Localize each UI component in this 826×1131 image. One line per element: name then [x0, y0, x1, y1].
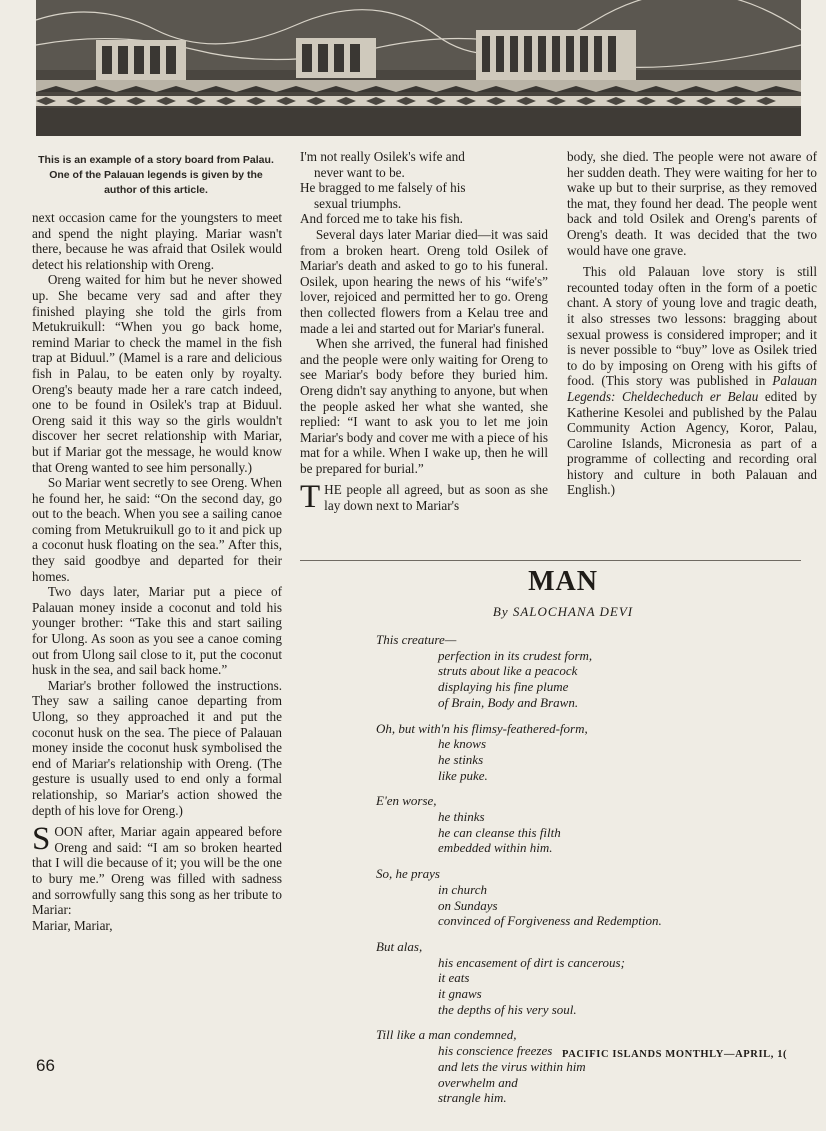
- poem-line: he stinks: [438, 751, 484, 767]
- paragraph-text: HE people all agreed, but as soon as she lay down next to Mariar's: [324, 482, 548, 514]
- page-number: 66: [36, 1056, 55, 1075]
- poem-line: perfection in its crudest form,: [438, 647, 593, 663]
- poem-line: on Sundays: [438, 897, 498, 913]
- drop-cap: S: [32, 821, 51, 858]
- poem-body: [376, 632, 801, 1116]
- paragraph: When she arrived, the funeral had finished and the people were only waiting for Oreng to see Mariar's body before they buried him. Oreng didn't say anything to anyone, but when the people asked her what she wanted, she replied: “I want to ask you to let me join Mariar's body and cover me with a piece of his mat for a while. When I wake up, then he will be prepared for burial.”: [300, 336, 548, 476]
- poem-line: But alas,: [376, 938, 423, 954]
- paragraph: So Mariar went secretly to see Oreng. When he found her, he said: “On the second day, go out to the beach. When you see a sailing canoe coming from Metukruikull go to it and pick up a coconut husk floating on the sea.” After this, they said goodbye and departed for their homes.: [32, 475, 282, 584]
- storyboard-illustration: [36, 0, 801, 136]
- storyboard-image: [36, 0, 801, 136]
- song-line: And forced me to take his fish.: [300, 211, 463, 227]
- article-column-3: [567, 149, 817, 498]
- poem-line: he can cleanse this filth: [438, 824, 561, 840]
- song-line: sexual triumphs.: [314, 195, 402, 211]
- poem-line: Till like a man condemned,: [376, 1027, 517, 1043]
- poem-line: displaying his fine plume: [438, 679, 569, 695]
- paragraph-text: This old Palauan love story is still recounted today often in the form of a poetic chant. A story of young love and tragic death, it also stresses two lessons: bragging about sexual prowess is considered improper; and it is never possible to “buy” love as Osilek tried to do by imposing on Oreng with his gifts of food. (This story was published in: [567, 264, 817, 389]
- song-line: never want to be.: [314, 164, 405, 180]
- poem-line: and lets the virus within him: [438, 1058, 586, 1074]
- paragraph: Several days later Mariar died—it was said from a broken heart. Oreng told Osilek of Mariar's death and asked to go to his funeral. Osilek, upon hearing the news of his “wife's” lover, rejoiced and permitted her to go. Oreng then collected flowers from a Kelau tree and made a lei and started out for Mariar's funeral.: [300, 226, 548, 336]
- poem-title: MAN: [528, 566, 598, 597]
- drop-cap: T: [300, 479, 321, 516]
- article-column-1: [32, 210, 282, 933]
- paragraph: next occasion came for the youngsters to meet and spend the night playing. Mariar wasn't there, because he was afraid that Osilek would detect his relationship with Oreng.: [32, 210, 282, 272]
- paragraph: [567, 264, 817, 498]
- poem-stanza: [376, 721, 801, 784]
- running-footer: PACIFIC ISLANDS MONTHLY—APRIL, 1(: [562, 1049, 788, 1060]
- poem-stanza: [376, 866, 801, 929]
- paragraph: body, she died. The people were not aware of her sudden death. They were waiting for her to wake up but to their surprise, as they removed the mat, they found her dead. The people went back and told Osilek and Oreng's parents of Oreng's death. It was decided that the two would have one grave.: [567, 149, 817, 258]
- paragraph-dropcap: [300, 479, 548, 516]
- poem-line: he thinks: [438, 809, 485, 825]
- paragraph-text: edited by Katherine Kesolei and published by the Palau Community Action Agency, Koror, Palau, Caroline Islands, Micronesia as part of a programme of collecting and recording oral history and culture in both Palauan and English.): [567, 388, 817, 498]
- section-divider: [300, 560, 801, 561]
- poem-author: By SALOCHANA DEVI: [492, 604, 634, 619]
- poem-line: This creature—: [376, 632, 457, 647]
- poem-line: he knows: [438, 736, 487, 752]
- poem-line: convinced of Forgiveness and Redemption.: [438, 913, 662, 929]
- poem-stanza: [376, 1027, 801, 1106]
- poem-line: his encasement of dirt is cancerous;: [438, 954, 625, 970]
- poem-line: overwhelm and: [438, 1074, 518, 1090]
- paragraph: Two days later, Mariar put a piece of Palauan money inside a coconut and told his younger brother: “Take this and start sailing for Ulong. As soon as you see a canoe coming out from Ulong sail close to it, put the coconut husk in the sea, and sail back home.”: [32, 584, 282, 678]
- poem-stanza: [376, 793, 801, 856]
- song-line: Mariar, Mariar,: [32, 917, 113, 933]
- poem-line: So, he prays: [376, 866, 440, 882]
- poem-line: of Brain, Body and Brawn.: [438, 694, 579, 710]
- poem-line: embedded within him.: [438, 840, 553, 856]
- image-caption: This is an example of a story board from Palau. One of the Palauan legends is given by the author of this article.: [38, 154, 274, 196]
- song-line: He bragged to me falsely of his: [300, 180, 466, 196]
- paragraph: Mariar's brother followed the instructions. They saw a sailing canoe departing from Ulong, so they approached it and put the coconut husk on the sea. The piece of Palauan money inside the coconut husk symbolised the end of Mariar's relationship with Oreng. (The gesture is usually used to end only a formal relationship, so Mariar's action showed the depth of his love for Oreng.): [32, 677, 282, 818]
- song-line: I'm not really Osilek's wife and: [300, 149, 465, 164]
- poem-stanza: [376, 939, 801, 1018]
- poem-line: strangle him.: [438, 1090, 507, 1106]
- poem-line: his conscience freezes: [438, 1043, 553, 1059]
- poem-line: struts about like a peacock: [438, 663, 578, 679]
- paragraph: Oreng waited for him but he never showed up. She became very sad and after they finished playing she told the girls from Metukruikull: “When you go back home, remind Mariar to check the mamel in the fish trap at Biduul.” (Mamel is a rare and delicious fish in Palau, to be eaten only by royalty. Oreng's beauty made her a rare catch indeed, one to be found in Osilek's trap at Biduul. Oreng said it this way so the girls wouldn't discover her secret relationship with Mariar, but if Mariar got the message, he would know that Oreng wanted to see him personally.): [32, 272, 282, 475]
- poem-line: it eats: [438, 970, 470, 986]
- publication-title: Palauan Legends: Cheldecheduch er Belau: [567, 373, 817, 404]
- poem-line: the depths of his very soul.: [438, 1001, 577, 1017]
- poem-stanza: [376, 632, 801, 711]
- paragraph-dropcap: [32, 821, 282, 918]
- paragraph-text: OON after, Mariar again appeared before Oreng and said: “I am so broken hearted that I will die because of it; you will be the one to bury me.” Oreng was filled with sadness and sorrowfully sang this song as her tribute to Mariar:: [32, 824, 282, 918]
- poem-line: E'en worse,: [376, 793, 437, 809]
- article-column-2: [300, 149, 548, 514]
- poem-line: in church: [438, 881, 487, 897]
- poem-line: it gnaws: [438, 986, 482, 1002]
- poem-line: Oh, but with'n his flimsy-feathered-form,: [376, 720, 588, 736]
- poem-line: like puke.: [438, 767, 488, 783]
